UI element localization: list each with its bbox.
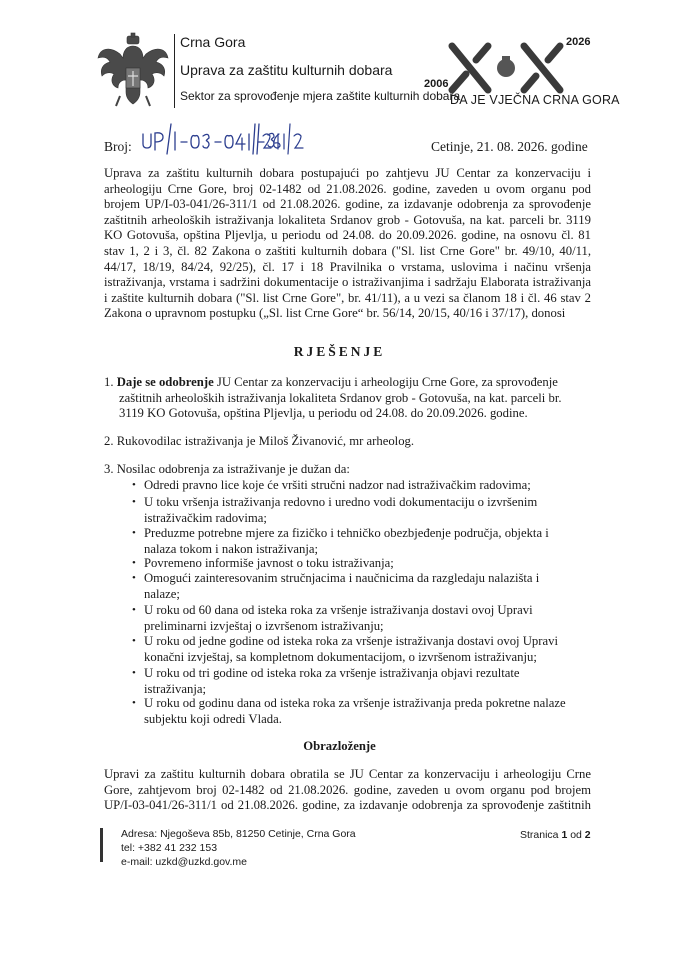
bullet-icon: •: [132, 479, 136, 491]
item-1-line-1: JU Centar za konzervaciju i arheologiju Crne Gore, za sprovođenje: [213, 375, 558, 389]
item-2-text: Rukovodilac istraživanja je Miloš Živanović, mr arheolog.: [116, 434, 415, 448]
reasoning-title: Obrazloženje: [303, 739, 376, 753]
bullet-icon: •: [132, 572, 136, 584]
item-1-bold-lead: Daje se odobrenje: [116, 375, 214, 389]
intro-line: KO Gotovuša, opština Pljevlja, u periodu od 24.08. do 20.09.2026. godine, na osnovu čl. 81: [104, 228, 591, 243]
page-total: 2: [584, 829, 591, 841]
bullet-icon: •: [132, 557, 136, 569]
org-country: Crna Gora: [180, 34, 246, 50]
page-mid: od: [567, 829, 585, 841]
intro-paragraph: [104, 166, 591, 322]
handwritten-case-number-suffix: [218, 120, 308, 158]
obligation-item: Omogući zainteresovanim stručnjacima i naučnicima da razgledaju nalazišta i: [144, 571, 540, 585]
bullet-icon: •: [132, 635, 136, 647]
intro-line: zaštitnih arheoloških istraživanja lokaliteta Srdanov grob - Gotovuša, na kat. parceli br. 3119: [104, 212, 591, 227]
obligation-item: Povremeno informiše javnost o toku istraživanja;: [144, 556, 394, 570]
header-divider: [174, 34, 175, 108]
obligation-item: U roku od tri godine od isteka roka za vršenje istraživanja objavi rezultate: [144, 666, 520, 680]
reasoning-line: Gore, zahtjevom broj 02-1482 od 21.08.2026. godine, zaveden u ovom organu pod brojem: [104, 782, 591, 797]
obligation-item: U toku vršenja istraživanja redovno i uredno vodi dokumentaciju o izvršenim: [144, 495, 538, 509]
bullet-icon: •: [132, 667, 136, 679]
footer-phone: tel: +382 41 232 153: [121, 842, 218, 854]
coat-of-arms-icon: [96, 32, 170, 112]
obligation-item: U roku od 60 dana od isteka roka za vršenje istraživanja dostavi ovoj Upravi: [144, 603, 533, 617]
item-1-line-2: zaštitnih arheoloških istraživanja lokaliteta Srdanov grob - Gotovuša, na kat. parceli br.: [119, 391, 562, 405]
org-sector: Sektor za sprovođenje mjera zaštite kulturnih dobara: [180, 89, 461, 103]
item-1-line-3: 3119 KO Gotovuša, opština Pljevlja, u periodu od 24.08. do 20.09.2026. godine.: [119, 406, 528, 420]
anniversary-year-2026: 2026: [566, 36, 591, 48]
footer-address: Adresa: Njegoševa 85b, 81250 Cetinje, Crna Gora: [121, 828, 356, 840]
item-number: 1.: [104, 375, 114, 389]
intro-line: Zakona o upravnom postupku („Sl. list Crne Gore“ br. 56/14, 20/15, 40/16 i 37/17), donosi: [104, 306, 566, 321]
obligation-item: subjektu koji odredi Vlada.: [144, 711, 282, 726]
intro-line: istraživanja, vrstama i sadržini dokumentacije o istraživanjima i sadržaju Elaborata istraživanja: [104, 275, 591, 290]
obligation-item: preliminarni izvještaj o izvršenom istraživanju;: [144, 618, 384, 633]
footer-bar: [100, 828, 103, 862]
anniversary-logo-icon: [446, 40, 566, 96]
org-name: Uprava za zaštitu kulturnih dobara: [180, 62, 393, 78]
page-current: 1: [561, 829, 568, 841]
decision-item-1: [104, 375, 591, 391]
obligation-item: Preduzme potrebne mjere za fizičko i tehničko obezbjeđenje područja, objekta i: [144, 526, 549, 540]
reasoning-line: Upravi za zaštitu kulturnih dobara obratila se JU Centar za konzervaciju i arheologiju Crne: [104, 767, 591, 781]
broj-label: Broj:: [104, 139, 132, 154]
item-number: 2.: [104, 434, 114, 448]
item-number: 3.: [104, 462, 114, 476]
intro-line: arheologiju Crne Gore, broj 02-1482 od 21.08.2026. godine, zaveden u ovom organu pod: [104, 181, 591, 196]
reasoning-line: UP/I-03-041/26-311/1 od 21.08.2026. godine, za izdavanje odobrenja za sprovođenje zaštitnih: [104, 798, 591, 813]
obligation-item: konačni izvještaj, sa kompletnom dokumentacijom, o izvršenom istraživanju;: [144, 649, 537, 664]
intro-line: 44/17, 18/19, 84/24, 92/25), čl. 17 i 18 Pravilnika o vrstama, uslovima i načinu vršenja: [104, 259, 591, 274]
reasoning-paragraph: [104, 767, 591, 814]
bullet-icon: •: [132, 604, 136, 616]
obligation-item: U roku od jedne godine od isteka roka za vršenje istraživanja dostavi ovoj Upravi: [144, 634, 558, 648]
bullet-icon: •: [132, 496, 136, 508]
intro-line: Uprava za zaštitu kulturnih dobara postupajući po zahtjevu JU Centar za konzervaciju i: [104, 166, 591, 180]
item-3-text: Nosilac odobrenja za istraživanje je dužan da:: [116, 462, 350, 476]
decision-item-2: [104, 434, 591, 450]
obligation-item: nalaze;: [144, 586, 180, 601]
obligation-item: istraživanja;: [144, 681, 207, 696]
bullet-icon: •: [132, 527, 136, 539]
anniversary-slogan: DA JE VJEČNA CRNA GORA: [450, 93, 620, 107]
place-date: Cetinje, 21. 08. 2026. godine: [431, 139, 588, 154]
intro-line: brojem UP/I-03-041/26-311/1 od 21.08.2026. godine, za izdavanje odobrenja za sprovođenje: [104, 197, 591, 212]
intro-line: i zaštite kulturnih dobara ("Sl. list Crne Gore", br. 41/11), a u vezi sa članom 18 i čl. 46 stav 2: [104, 290, 591, 305]
page-prefix: Stranica: [520, 829, 562, 841]
obligation-item: U roku od godinu dana od isteka roka za vršenje istraživanja preda pokretne nalaze: [144, 696, 566, 710]
intro-line: stav 1, 2 i 3, čl. 82 Zakona o zaštiti kulturnih dobara ("Sl. list Crne Gore" br. 49/10, 40/11,: [104, 243, 591, 258]
decision-item-3: [104, 462, 591, 478]
obligation-item: nalaza tokom i nakon istraživanja;: [144, 541, 319, 556]
bullet-icon: •: [132, 697, 136, 709]
obligation-item: Odredi pravno lice koje će vršiti stručni nadzor nad istraživačkim radovima;: [144, 478, 531, 492]
footer-email: e-mail: uzkd@uzkd.gov.me: [121, 856, 248, 868]
decision-title: RJEŠENJE: [293, 344, 386, 359]
page-indicator: [520, 829, 591, 841]
anniversary-year-2006: 2006: [424, 78, 449, 90]
obligation-item: istraživačkim radovima;: [144, 510, 267, 525]
